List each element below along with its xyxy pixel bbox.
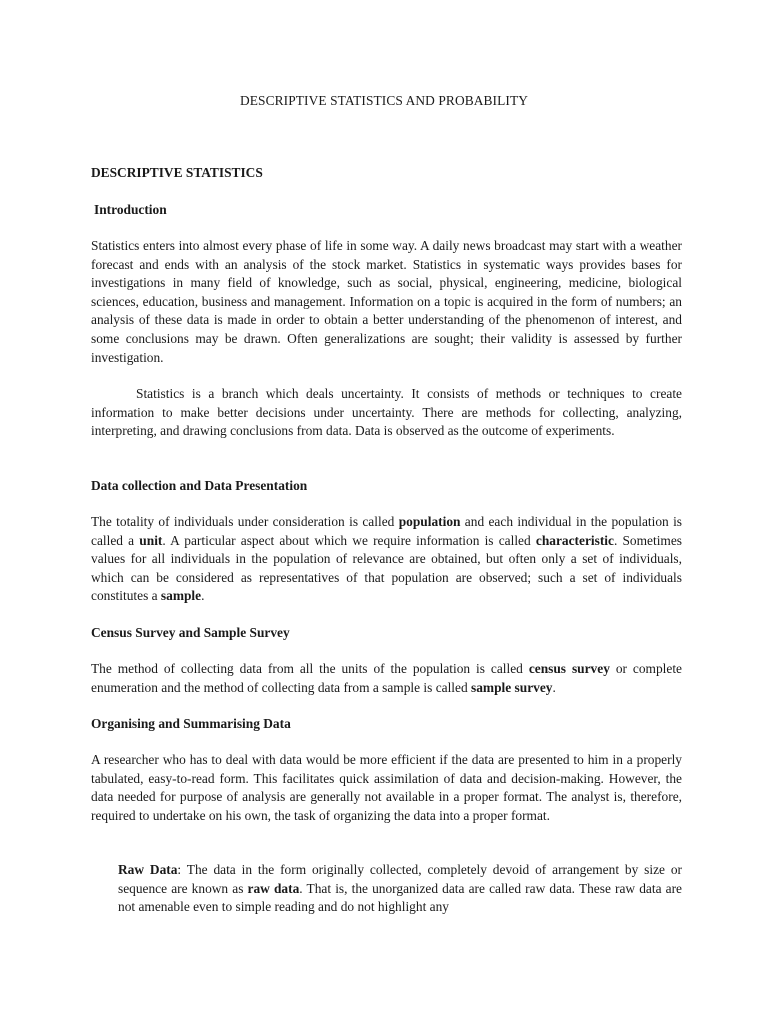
introduction-paragraph-2: Statistics is a branch which deals uncertainty. It consists of methods or techniques to create information to make better decisions under uncertainty. There are methods for collecting, analyzing, interpreting, and drawing conclusions from data. Data is observed as the outcome of experiments. xyxy=(91,386,682,439)
section-heading: DESCRIPTIVE STATISTICS xyxy=(91,165,263,180)
organising-paragraph: A researcher who has to deal with data would be more efficient if the data are presented to him in a properly tabulated, easy-to-read form. This facilitates quick assimilation of data and decision-making. However, the data needed for purpose of analysis are generally not available in a proper format. The analyst is, therefore, required to undertake on his own, the task of organizing the data into a proper format. xyxy=(91,752,682,823)
term-census-survey: census survey xyxy=(528,661,610,676)
document-title: DESCRIPTIVE STATISTICS AND PROBABILITY xyxy=(239,93,529,108)
term-population: population xyxy=(398,514,461,529)
term-sample-survey: sample survey xyxy=(471,679,553,695)
organising-heading: Organising and Summarising Data xyxy=(91,716,291,731)
introduction-paragraph-1: Statistics enters into almost every phase of life in some way. A daily news broadcast may start with a weather forecast and ends with an analysis of the stock market. Statistics in systematic ways provides bases for investigations in many field of knowledge, such as social, physical, engineering, medicine, biological sciences, education, business and management. Information on a topic is acquired in the form of numbers; an analysis of these data is made in order to obtain a better understanding of the phenomenon of interest, and some conclusions may be drawn. Often generalizations are sought; their validity is assessed by further investigation. xyxy=(91,238,682,365)
data-collection-paragraph: The totality of individuals under consideration is called population and each individual in the population is called a unit. A particular aspect about which we require information is called characteristic. Sometimes values for all individuals in the population of relevance are obtained, but often only a set of individuals, which can be considered as representatives of that population are observed; such a set of individuals constitutes a sample. xyxy=(91,514,683,604)
term-unit: unit xyxy=(139,532,163,548)
term-raw-data: raw data xyxy=(247,880,300,896)
term-sample: sample xyxy=(160,588,202,604)
census-paragraph: The method of collecting data from all the units of the population is called census survey or complete enumeration and the method of collecting data from a sample is called sample survey. xyxy=(91,661,682,695)
term-raw-data-label: Raw Data xyxy=(118,862,178,877)
introduction-heading: Introduction xyxy=(94,202,167,217)
term-characteristic: characteristic xyxy=(535,532,614,548)
data-collection-heading: Data collection and Data Presentation xyxy=(91,478,308,493)
raw-data-paragraph: Raw Data: The data in the form originally collected, completely devoid of arrangement by size or sequence are known as raw data. That is, the unorganized data are called raw data. These raw data are not amenable even to simple reading and do not highlight any xyxy=(118,862,682,915)
census-heading: Census Survey and Sample Survey xyxy=(91,625,290,640)
